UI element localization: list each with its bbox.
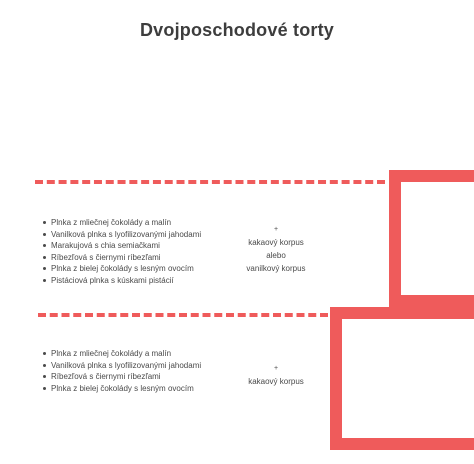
list-item: Pistáciová plnka s kúskami pistácií: [43, 275, 201, 287]
top-tier-flavor-list: [43, 217, 201, 286]
base-option-cocoa: kakaový korpus: [248, 377, 304, 386]
top-tier-dashed-line: [35, 180, 385, 184]
bottom-tier-dashed-line: [38, 313, 328, 317]
list-item: Plnka z mliečnej čokolády a malín: [43, 348, 201, 360]
top-tier-outline: [389, 170, 474, 307]
list-item: Marakujová s chia semiačkami: [43, 240, 201, 252]
list-item: Ríbezľová s čiernymi ríbezľami: [43, 371, 201, 383]
list-item: Vanilková plnka s lyofilizovanými jahodami: [43, 229, 201, 241]
list-item: Plnka z bielej čokolády s lesným ovocím: [43, 263, 201, 275]
bottom-tier-base-info: [216, 362, 336, 388]
bottom-tier-outline: [330, 307, 474, 450]
bottom-tier-flavor-list: [43, 348, 201, 394]
plus-sign: +: [273, 365, 279, 372]
list-item: Plnka z bielej čokolády s lesným ovocím: [43, 383, 201, 395]
base-option-cocoa: kakaový korpus: [248, 238, 304, 247]
base-option-or: alebo: [266, 251, 286, 260]
list-item: Ríbezľová s čiernymi ríbezľami: [43, 252, 201, 264]
plus-sign: +: [273, 226, 279, 233]
top-tier-base-info: [216, 223, 336, 275]
list-item: Vanilková plnka s lyofilizovanými jahodami: [43, 360, 201, 372]
list-item: Plnka z mliečnej čokolády a malín: [43, 217, 201, 229]
base-option-vanilla: vanilkový korpus: [246, 264, 306, 273]
page-title: Dvojposchodové torty: [139, 20, 335, 40]
